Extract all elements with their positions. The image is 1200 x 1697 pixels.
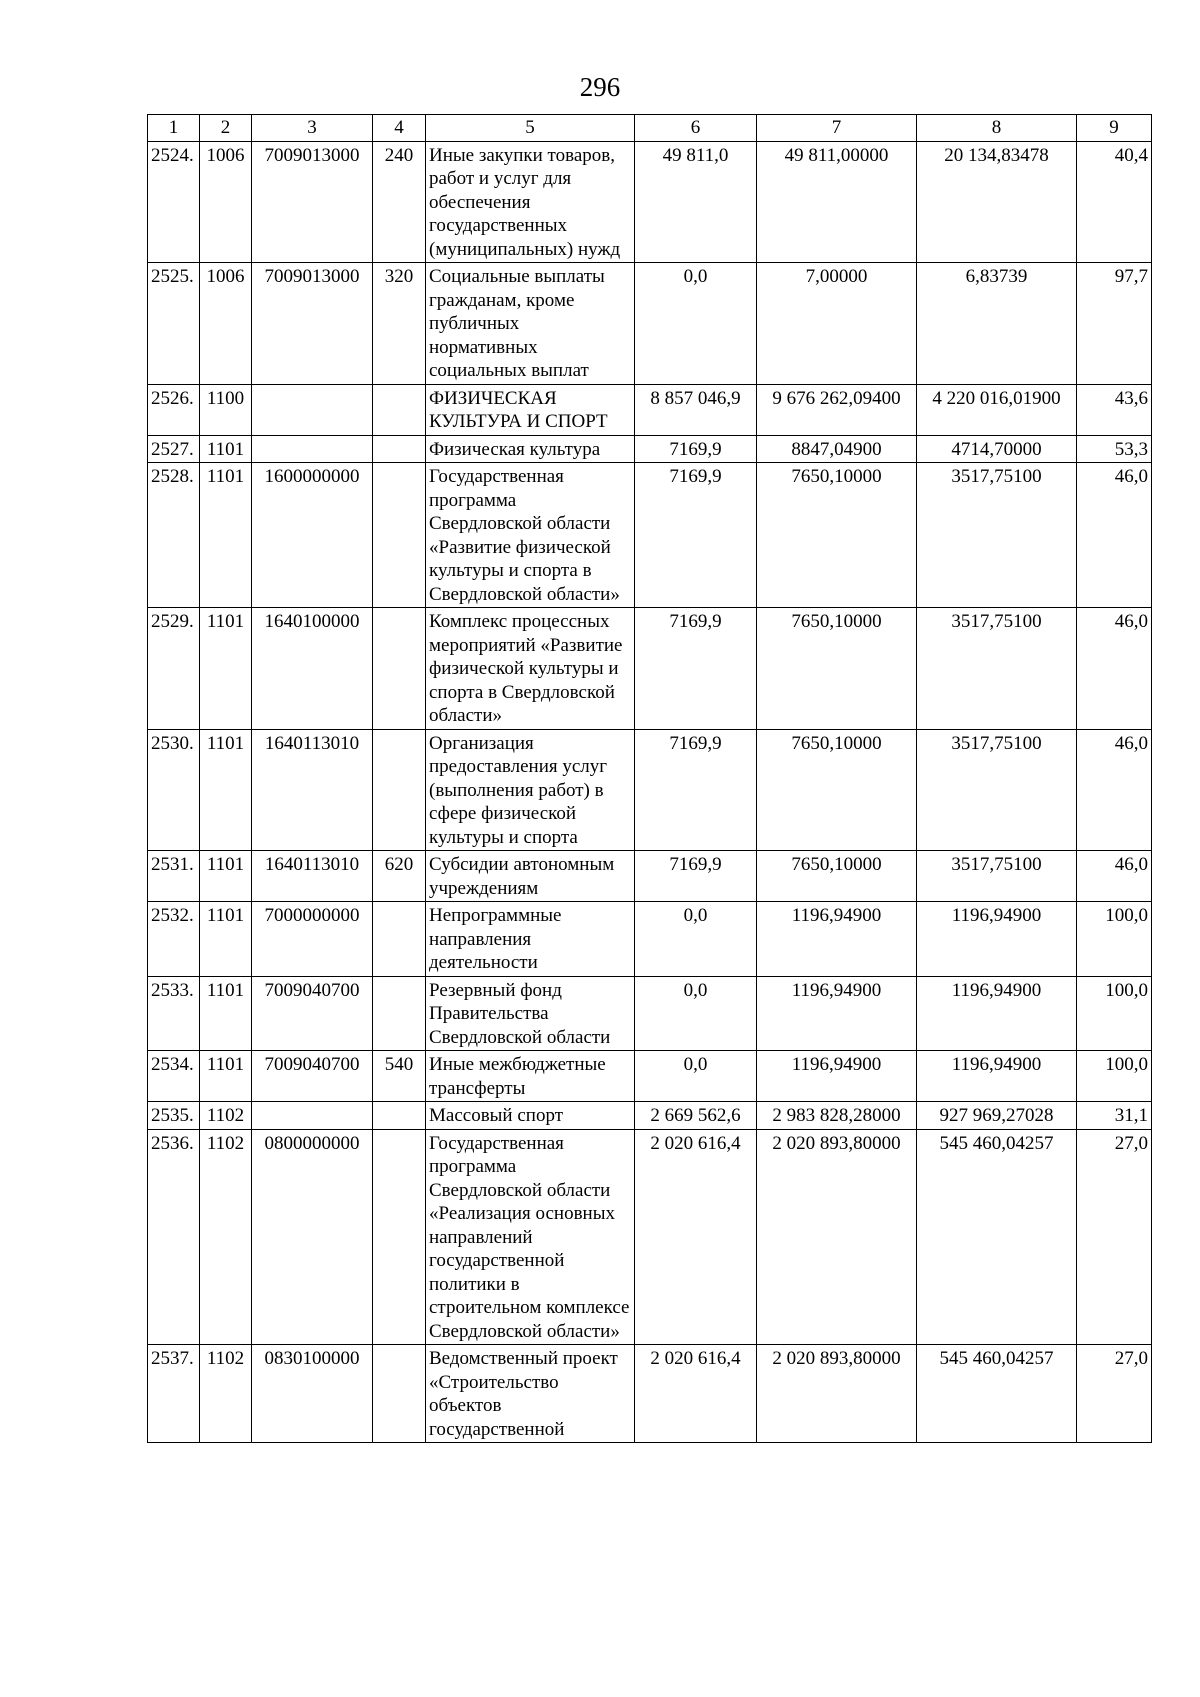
executed-amount-cell: 3517,75100 bbox=[917, 463, 1077, 608]
executed-amount-cell: 4 220 016,01900 bbox=[917, 384, 1077, 435]
expense-type-cell bbox=[373, 729, 426, 851]
target-item-cell: 1600000000 bbox=[252, 463, 373, 608]
table-row bbox=[148, 851, 1152, 902]
section-code-cell: 1101 bbox=[200, 729, 252, 851]
row-number-cell: 2526. bbox=[148, 384, 200, 435]
column-header-row bbox=[148, 115, 1152, 142]
row-number-cell: 2527. bbox=[148, 435, 200, 463]
section-code-cell: 1101 bbox=[200, 851, 252, 902]
expense-type-cell bbox=[373, 1102, 426, 1130]
expense-type-cell: 240 bbox=[373, 141, 426, 263]
target-item-cell bbox=[252, 1102, 373, 1130]
approved-amount-cell: 7169,9 bbox=[635, 435, 757, 463]
column-header: 3 bbox=[252, 115, 373, 142]
target-item-cell: 7009040700 bbox=[252, 976, 373, 1051]
executed-amount-cell: 3517,75100 bbox=[917, 851, 1077, 902]
section-code-cell: 1100 bbox=[200, 384, 252, 435]
execution-percent-cell: 40,4 bbox=[1077, 141, 1152, 263]
column-header: 8 bbox=[917, 115, 1077, 142]
approved-amount-cell: 0,0 bbox=[635, 1051, 757, 1102]
approved-amount-cell: 0,0 bbox=[635, 263, 757, 385]
table-row bbox=[148, 1102, 1152, 1130]
refined-amount-cell: 8847,04900 bbox=[757, 435, 917, 463]
expense-type-cell bbox=[373, 608, 426, 730]
execution-percent-cell: 27,0 bbox=[1077, 1345, 1152, 1443]
refined-amount-cell: 7650,10000 bbox=[757, 729, 917, 851]
approved-amount-cell: 7169,9 bbox=[635, 729, 757, 851]
table-row bbox=[148, 1129, 1152, 1345]
approved-amount-cell: 7169,9 bbox=[635, 463, 757, 608]
executed-amount-cell: 3517,75100 bbox=[917, 608, 1077, 730]
item-name-cell: Иные закупки товаров, работ и услуг для обеспечения государственных (муниципальных) нужд bbox=[426, 141, 635, 263]
row-number-cell: 2531. bbox=[148, 851, 200, 902]
execution-percent-cell: 100,0 bbox=[1077, 902, 1152, 977]
expense-type-cell bbox=[373, 384, 426, 435]
row-number-cell: 2529. bbox=[148, 608, 200, 730]
row-number-cell: 2528. bbox=[148, 463, 200, 608]
target-item-cell: 1640100000 bbox=[252, 608, 373, 730]
item-name-cell: Массовый спорт bbox=[426, 1102, 635, 1130]
table-row bbox=[148, 976, 1152, 1051]
item-name-cell: Государственная программа Свердловской области «Развитие физической культуры и спорта в Свердловской области» bbox=[426, 463, 635, 608]
section-code-cell: 1006 bbox=[200, 141, 252, 263]
refined-amount-cell: 2 020 893,80000 bbox=[757, 1129, 917, 1345]
expense-type-cell bbox=[373, 463, 426, 608]
row-number-cell: 2537. bbox=[148, 1345, 200, 1443]
column-header: 5 bbox=[426, 115, 635, 142]
target-item-cell bbox=[252, 435, 373, 463]
column-header: 7 bbox=[757, 115, 917, 142]
approved-amount-cell: 0,0 bbox=[635, 976, 757, 1051]
item-name-cell: Комплекс процессных мероприятий «Развитие физической культуры и спорта в Свердловской области» bbox=[426, 608, 635, 730]
table-body bbox=[148, 115, 1152, 1443]
page-number: 296 bbox=[579, 72, 621, 102]
executed-amount-cell: 545 460,04257 bbox=[917, 1129, 1077, 1345]
target-item-cell: 0800000000 bbox=[252, 1129, 373, 1345]
executed-amount-cell: 20 134,83478 bbox=[917, 141, 1077, 263]
execution-percent-cell: 46,0 bbox=[1077, 729, 1152, 851]
refined-amount-cell: 2 983 828,28000 bbox=[757, 1102, 917, 1130]
item-name-cell: Организация предоставления услуг (выполнения работ) в сфере физической культуры и спорта bbox=[426, 729, 635, 851]
row-number-cell: 2533. bbox=[148, 976, 200, 1051]
approved-amount-cell: 8 857 046,9 bbox=[635, 384, 757, 435]
section-code-cell: 1101 bbox=[200, 608, 252, 730]
section-code-cell: 1102 bbox=[200, 1129, 252, 1345]
execution-percent-cell: 27,0 bbox=[1077, 1129, 1152, 1345]
target-item-cell: 0830100000 bbox=[252, 1345, 373, 1443]
row-number-cell: 2534. bbox=[148, 1051, 200, 1102]
executed-amount-cell: 3517,75100 bbox=[917, 729, 1077, 851]
table-row bbox=[148, 1345, 1152, 1443]
table-row bbox=[148, 1051, 1152, 1102]
section-code-cell: 1006 bbox=[200, 263, 252, 385]
executed-amount-cell: 927 969,27028 bbox=[917, 1102, 1077, 1130]
execution-percent-cell: 97,7 bbox=[1077, 263, 1152, 385]
executed-amount-cell: 545 460,04257 bbox=[917, 1345, 1077, 1443]
table-row bbox=[148, 463, 1152, 608]
execution-percent-cell: 31,1 bbox=[1077, 1102, 1152, 1130]
executed-amount-cell: 1196,94900 bbox=[917, 1051, 1077, 1102]
approved-amount-cell: 0,0 bbox=[635, 902, 757, 977]
budget-table bbox=[147, 114, 1152, 1443]
column-header: 6 bbox=[635, 115, 757, 142]
row-number-cell: 2530. bbox=[148, 729, 200, 851]
approved-amount-cell: 2 020 616,4 bbox=[635, 1345, 757, 1443]
target-item-cell: 7000000000 bbox=[252, 902, 373, 977]
item-name-cell: ФИЗИЧЕСКАЯ КУЛЬТУРА И СПОРТ bbox=[426, 384, 635, 435]
row-number-cell: 2524. bbox=[148, 141, 200, 263]
section-code-cell: 1101 bbox=[200, 976, 252, 1051]
table-row bbox=[148, 435, 1152, 463]
item-name-cell: Резервный фонд Правительства Свердловской области bbox=[426, 976, 635, 1051]
target-item-cell: 7009013000 bbox=[252, 141, 373, 263]
execution-percent-cell: 46,0 bbox=[1077, 608, 1152, 730]
item-name-cell: Субсидии автономным учреждениям bbox=[426, 851, 635, 902]
table-row bbox=[148, 141, 1152, 263]
row-number-cell: 2536. bbox=[148, 1129, 200, 1345]
section-code-cell: 1102 bbox=[200, 1102, 252, 1130]
item-name-cell: Физическая культура bbox=[426, 435, 635, 463]
table-row bbox=[148, 729, 1152, 851]
refined-amount-cell: 1196,94900 bbox=[757, 1051, 917, 1102]
row-number-cell: 2535. bbox=[148, 1102, 200, 1130]
target-item-cell: 1640113010 bbox=[252, 729, 373, 851]
column-header: 2 bbox=[200, 115, 252, 142]
section-code-cell: 1101 bbox=[200, 902, 252, 977]
column-header: 1 bbox=[148, 115, 200, 142]
refined-amount-cell: 49 811,00000 bbox=[757, 141, 917, 263]
expense-type-cell: 320 bbox=[373, 263, 426, 385]
refined-amount-cell: 7,00000 bbox=[757, 263, 917, 385]
table-row bbox=[148, 608, 1152, 730]
item-name-cell: Ведомственный проект «Строительство объектов государственной bbox=[426, 1345, 635, 1443]
execution-percent-cell: 100,0 bbox=[1077, 1051, 1152, 1102]
executed-amount-cell: 4714,70000 bbox=[917, 435, 1077, 463]
row-number-cell: 2532. bbox=[148, 902, 200, 977]
expense-type-cell bbox=[373, 902, 426, 977]
refined-amount-cell: 7650,10000 bbox=[757, 851, 917, 902]
approved-amount-cell: 2 020 616,4 bbox=[635, 1129, 757, 1345]
target-item-cell: 7009013000 bbox=[252, 263, 373, 385]
execution-percent-cell: 46,0 bbox=[1077, 851, 1152, 902]
refined-amount-cell: 1196,94900 bbox=[757, 902, 917, 977]
refined-amount-cell: 7650,10000 bbox=[757, 463, 917, 608]
approved-amount-cell: 49 811,0 bbox=[635, 141, 757, 263]
expense-type-cell bbox=[373, 1129, 426, 1345]
section-code-cell: 1101 bbox=[200, 1051, 252, 1102]
executed-amount-cell: 1196,94900 bbox=[917, 976, 1077, 1051]
expense-type-cell bbox=[373, 976, 426, 1051]
refined-amount-cell: 1196,94900 bbox=[757, 976, 917, 1051]
table-row bbox=[148, 384, 1152, 435]
expense-type-cell: 620 bbox=[373, 851, 426, 902]
item-name-cell: Социальные выплаты гражданам, кроме публичных нормативных социальных выплат bbox=[426, 263, 635, 385]
expense-type-cell: 540 bbox=[373, 1051, 426, 1102]
item-name-cell: Государственная программа Свердловской области «Реализация основных направлений государственной политики в строительном комплексе Свердловской области» bbox=[426, 1129, 635, 1345]
target-item-cell: 7009040700 bbox=[252, 1051, 373, 1102]
refined-amount-cell: 9 676 262,09400 bbox=[757, 384, 917, 435]
section-code-cell: 1101 bbox=[200, 463, 252, 608]
table-row bbox=[148, 263, 1152, 385]
execution-percent-cell: 43,6 bbox=[1077, 384, 1152, 435]
column-header: 9 bbox=[1077, 115, 1152, 142]
executed-amount-cell: 1196,94900 bbox=[917, 902, 1077, 977]
row-number-cell: 2525. bbox=[148, 263, 200, 385]
refined-amount-cell: 7650,10000 bbox=[757, 608, 917, 730]
target-item-cell: 1640113010 bbox=[252, 851, 373, 902]
execution-percent-cell: 46,0 bbox=[1077, 463, 1152, 608]
executed-amount-cell: 6,83739 bbox=[917, 263, 1077, 385]
execution-percent-cell: 100,0 bbox=[1077, 976, 1152, 1051]
item-name-cell: Непрограммные направления деятельности bbox=[426, 902, 635, 977]
approved-amount-cell: 7169,9 bbox=[635, 851, 757, 902]
approved-amount-cell: 7169,9 bbox=[635, 608, 757, 730]
section-code-cell: 1101 bbox=[200, 435, 252, 463]
item-name-cell: Иные межбюджетные трансферты bbox=[426, 1051, 635, 1102]
expense-type-cell bbox=[373, 435, 426, 463]
approved-amount-cell: 2 669 562,6 bbox=[635, 1102, 757, 1130]
section-code-cell: 1102 bbox=[200, 1345, 252, 1443]
expense-type-cell bbox=[373, 1345, 426, 1443]
target-item-cell bbox=[252, 384, 373, 435]
table-row bbox=[148, 902, 1152, 977]
column-header: 4 bbox=[373, 115, 426, 142]
refined-amount-cell: 2 020 893,80000 bbox=[757, 1345, 917, 1443]
execution-percent-cell: 53,3 bbox=[1077, 435, 1152, 463]
